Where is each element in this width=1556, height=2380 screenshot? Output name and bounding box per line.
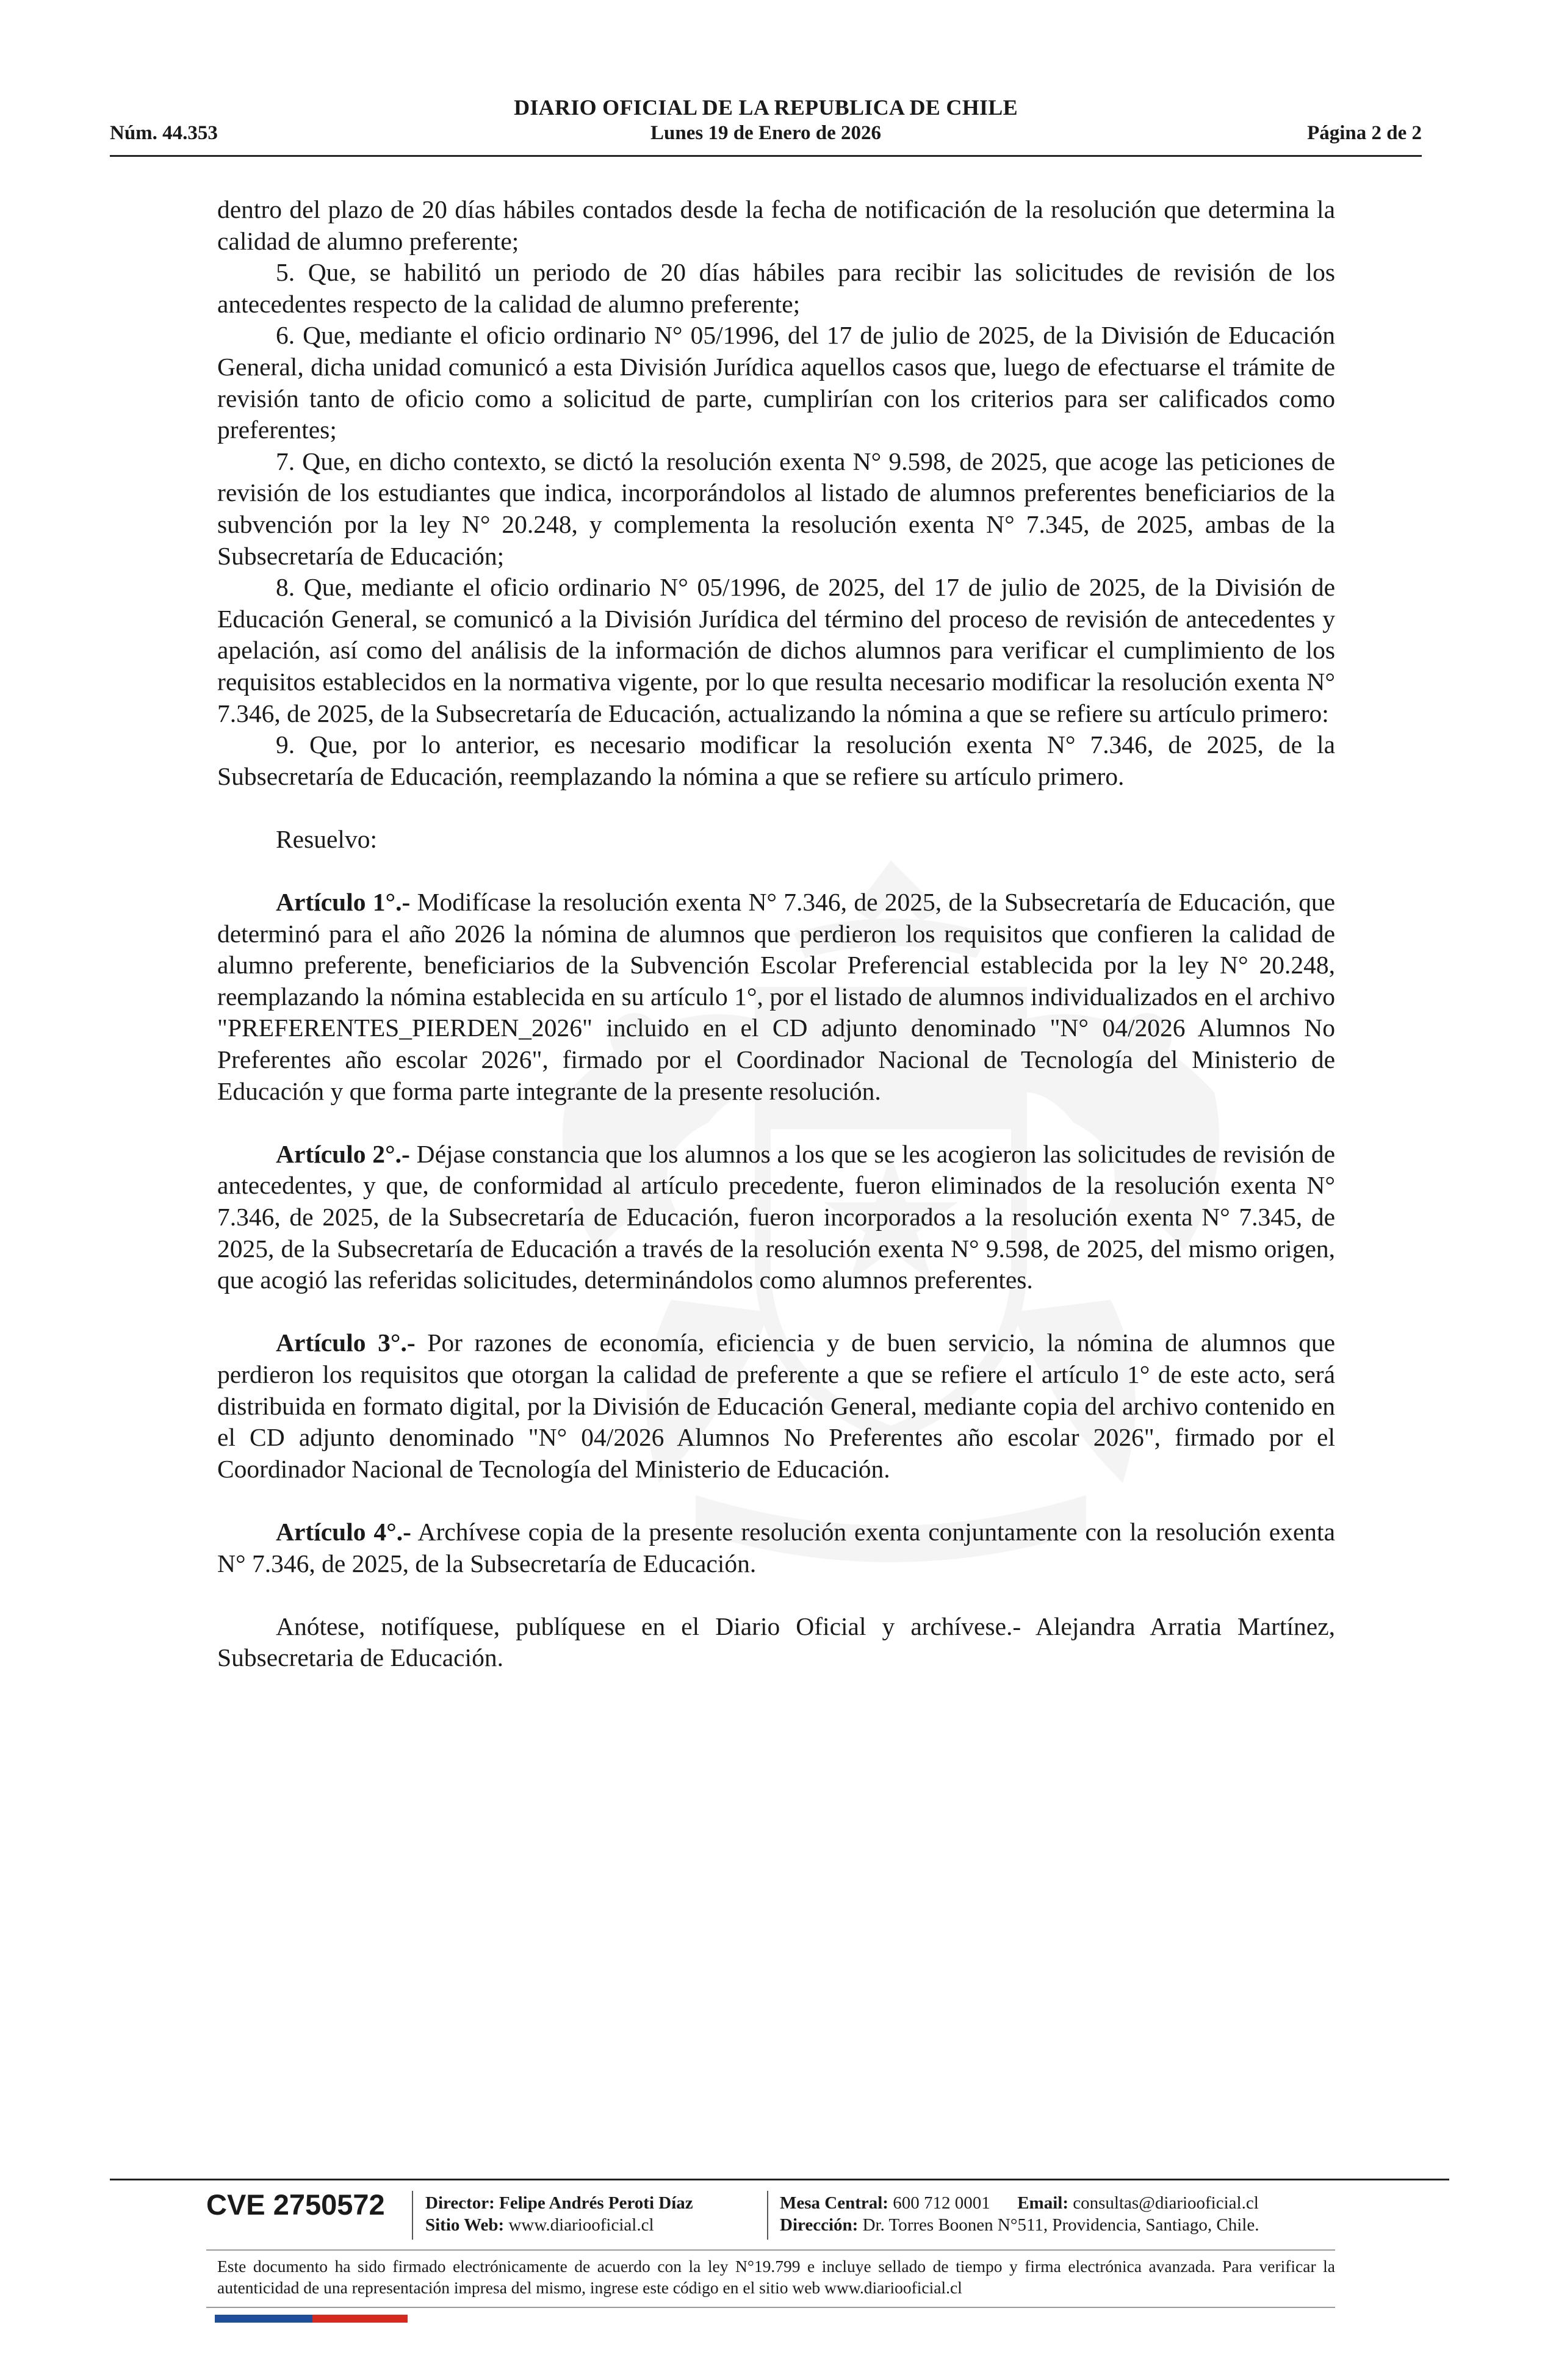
footer-website: [425, 2214, 654, 2236]
paragraph: dentro del plazo de 20 días hábiles contados desde la fecha de notificación de la resolución que determina la calidad de alumno preferente;: [217, 195, 1335, 255]
article-1: [217, 887, 1335, 1107]
footer-divider: [110, 2179, 1449, 2180]
article-1-text: Modifícase la resolución exenta N° 7.346, de 2025, de la Subsecretaría de Educación, que determinó para el año 2026 la nómina de alumnos que perdieron los requisitos que confieren la calidad de alumno preferente, beneficiarios de la Subvención Escolar Preferencial establecida por la ley N° 20.248, reemplazando la nómina establecida en su artículo 1°, por el listado de alumnos individualizados en el archivo "PREFERENTES_PIERDEN_2026" incluido en el CD adjunto denominado "N° 04/2026 Alumnos No Preferentes año escolar 2026", firmado por el Coordinador Nacional de Tecnología del Ministerio de Educación y que forma parte integrante de la presente resolución.: [217, 888, 1335, 1105]
article-3-text: Por razones de economía, eficiencia y de buen servicio, la nómina de alumnos que perdieron los requisitos que otorgan la calidad de preferente a que se refiere el artículo 1° de este acto, será distribuida en formato digital, por la División de Educación General, mediante copia del archivo contenido en el CD adjunto denominado "N° 04/2026 Alumnos No Preferentes año escolar 2026", firmado por el Coordinador Nacional de Tecnología del Ministerio de Educación.: [217, 1329, 1336, 1483]
phone-number: 600 712 0001: [893, 2193, 990, 2213]
address-label: Dirección:: [780, 2215, 859, 2235]
issue-date: Lunes 19 de Enero de 2026: [650, 122, 882, 144]
address-value: Dr. Torres Boonen N°511, Providencia, Santiago, Chile.: [862, 2215, 1259, 2235]
flag-stripe: [215, 2315, 408, 2323]
considerando-5: 5. Que, se habilitó un periodo de 20 días hábiles para recibir las solicitudes de revisión de los antecedentes respecto de la calidad de alumno preferente;: [217, 258, 1335, 318]
considerando-9: 9. Que, por lo anterior, es necesario modificar la resolución exenta N° 7.346, de 2025, de la Subsecretaría de Educación, reemplazando la nómina a que se refiere su artículo primero.: [217, 730, 1335, 790]
footer-address: [780, 2214, 1259, 2236]
flag-stripe-red: [312, 2315, 408, 2323]
email-link[interactable]: consultas@diariooficial.cl: [1073, 2193, 1259, 2213]
cve-separator: [412, 2191, 413, 2240]
considerando-6: 6. Que, mediante el oficio ordinario N° 05/1996, del 17 de julio de 2025, de la División de Educación General, dicha unidad comunicó a esta División Jurídica aquellos casos que, luego de efectuarse el trámite de revisión tanto de oficio como a solicitud de parte, cumplirían con los criterios para ser calificados como preferentes;: [217, 321, 1335, 444]
resuelvo-heading: Resuelvo:: [276, 824, 377, 853]
phone-label: Mesa Central:: [780, 2193, 888, 2213]
flag-stripe-blue: [215, 2315, 312, 2323]
closing-signature: Anótese, notifíquese, publíquese en el Diario Oficial y archívese.- Alejandra Arratia Martínez, Subsecretaria de Educación.: [217, 1612, 1335, 1672]
footer-column-separator: [767, 2191, 768, 2240]
director-name: Felipe Andrés Peroti Díaz: [499, 2193, 693, 2213]
article-4-text: Archívese copia de la presente resolución exenta conjuntamente con la resolución exenta N° 7.346, de 2025, de la Subsecretaría de Educación.: [217, 1517, 1335, 1578]
considerando-7: 7. Que, en dicho contexto, se dictó la resolución exenta N° 9.598, de 2025, que acoge las peticiones de revisión de los estudiantes que indica, incorporándolos al listado de alumnos preferentes beneficiarios de la subvención por la ley N° 20.248, y complementa la resolución exenta N° 7.345, de 2025, ambas de la Subsecretaría de Educación;: [217, 447, 1335, 570]
article-2-text: Déjase constancia que los alumnos a los que se les acogieron las solicitudes de revisión de antecedentes, y que, de conformidad al artículo precedente, fueron eliminados de la resolución exenta N° 7.346, de 2025, de la Subsecretaría de Educación, fueron incorporados a la resolución exenta N° 7.345, de 2025, de la Subsecretaría de Educación a través de la resolución exenta N° 9.598, de 2025, del mismo origen, que acogió las referidas solicitudes, determinándolos como alumnos preferentes.: [217, 1139, 1335, 1294]
page-header: [110, 95, 1422, 156]
document-body: [217, 194, 1335, 1674]
electronic-signature-notice: Este documento ha sido firmado electrónicamente de acuerdo con la ley N°19.799 e incluye sellado de tiempo y firma electrónica avanzada. Para verificar la autenticidad de una representación impresa del mismo, ingrese este código en el sitio web www.diariooficial.cl: [217, 2257, 1335, 2297]
article-2: [217, 1139, 1335, 1296]
article-2-heading: Artículo 2°.-: [276, 1139, 410, 1168]
footer-director: [425, 2192, 693, 2214]
article-1-heading: Artículo 1°.-: [276, 888, 411, 917]
page-indicator: Página 2 de 2: [1307, 122, 1422, 144]
considerando-8: 8. Que, mediante el oficio ordinario N° 05/1996, de 2025, del 17 de julio de 2025, de la División de Educación General, se comunicó a la División Jurídica del término del proceso de revisión de antecedentes y apelación, así como del análisis de la información de dichos alumnos para verificar el cumplimiento de los requisitos establecidos en la normativa vigente, por lo que resulta necesario modificar la resolución exenta N° 7.346, de 2025, de la Subsecretaría de Educación, actualizando la nómina a que se refiere su artículo primero:: [217, 573, 1335, 727]
article-3: [217, 1327, 1335, 1485]
website-label: Sitio Web:: [425, 2215, 505, 2235]
director-label: Director:: [425, 2193, 495, 2213]
footer-contact: [780, 2192, 1259, 2214]
header-divider: [110, 155, 1422, 157]
issue-number: Núm. 44.353: [110, 122, 218, 144]
publication-title: DIARIO OFICIAL DE LA REPUBLICA DE CHILE: [514, 95, 1018, 120]
article-4-heading: Artículo 4°.-: [276, 1517, 411, 1546]
footer-bottom-divider: [206, 2307, 1335, 2308]
article-3-heading: Artículo 3°.-: [276, 1329, 416, 1357]
website-link[interactable]: www.diariooficial.cl: [508, 2215, 654, 2235]
footer-inner-divider: [206, 2249, 1335, 2251]
cve-code: CVE 2750572: [206, 2188, 385, 2221]
email-label: Email:: [1017, 2193, 1068, 2213]
article-4: [217, 1516, 1335, 1579]
